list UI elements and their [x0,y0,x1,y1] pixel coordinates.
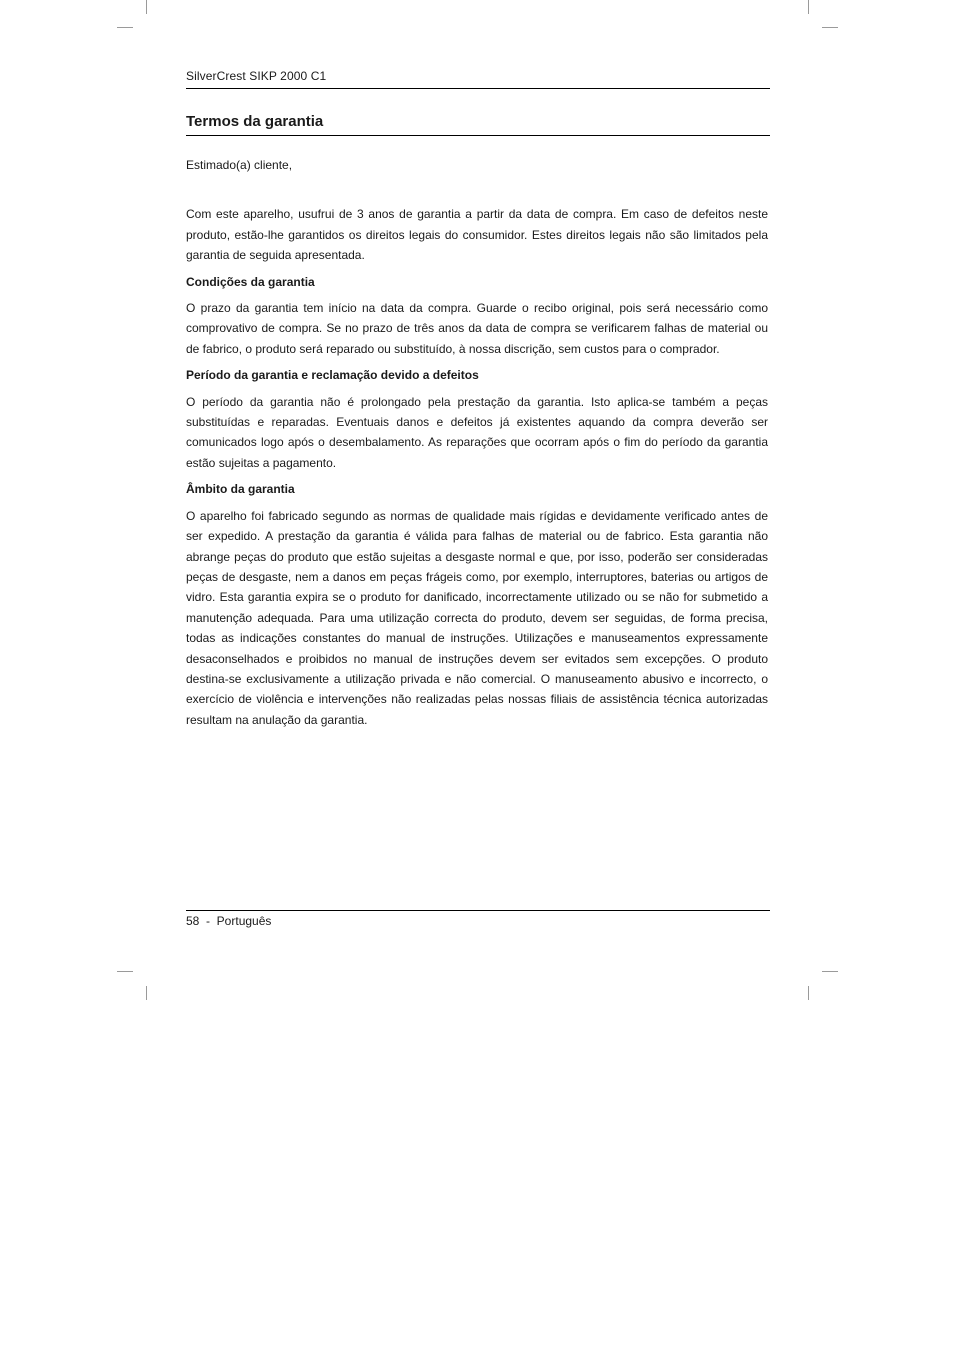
scope-heading: Âmbito da garantia [186,482,295,497]
scope-paragraph: O aparelho foi fabricado segundo as normas de qualidade mais rígidas e devidamente verificado antes de ser expedido. A prestação da garantia é válida para falhas de material ou de fabrico. Esta garantia não abrange peças do produto que estão sujeitas a desgaste normal e que, por isso, poderão ser consideradas peças de desgaste, nem a danos em peças frágeis como, por exemplo, interruptores, baterias ou artigos de vidro. Esta garantia expira se o produto for danificado, incorrectamente utilizado ou se não for submetido a manutenção adequada. Para uma utilização correcta do produto, devem ser seguidas, de forma precisa, todas as indicações constantes do manual de instruções. Utilizações e manuseamentos expressamente desaconselhados e proibidos no manual de instruções devem ser evitados sem excepções. O produto destina-se exclusivamente a utilização privada e não comercial. O manuseamento abusivo e incorrecto, o exercício de violência e intervenções não realizadas pelas nossas filiais de assistência técnica autorizadas resultam na anulação da garantia. [186,508,768,727]
conditions-heading: Condições da garantia [186,274,315,289]
warranty-content [186,155,768,730]
crop-mark-top-left-horizontal [117,27,133,28]
title-rule [186,135,770,136]
crop-mark-top-left-vertical [146,0,147,14]
salutation: Estimado(a) cliente, [186,158,293,172]
header-rule [186,88,770,89]
period-paragraph: O período da garantia não é prolongado pela prestação da garantia. Isto aplica-se também a peças substituídas e reparadas. Eventuais danos e defeitos já existentes aquando da compra deverão ser comunicados logo após o desembalamento. As reparações que ocorram após o fim do período da garantia estão sujeitas a pagamento. [186,394,768,470]
crop-mark-bottom-left-horizontal [117,971,133,972]
crop-mark-bottom-left-vertical [146,986,147,1000]
conditions-paragraph: O prazo da garantia tem início na data da compra. Guarde o recibo original, pois será necessário como comprovativo de compra. Se no prazo de três anos da data de compra se verificarem falhas de material ou de fabrico, o produto será reparado ou substituído, à nossa discrição, sem custos para o comprador. [186,301,768,356]
crop-mark-top-right-vertical [808,0,809,14]
intro-paragraph: Com este aparelho, usufrui de 3 anos de garantia a partir da data de compra. Em caso de defeitos neste produto, estão-lhe garantidos os direitos legais do consumidor. Estes direitos legais não são limitados pela garantia de seguida apresentada. [186,207,768,263]
crop-mark-bottom-right-horizontal [822,971,838,972]
page-footer: 58 - Português [186,914,272,928]
running-header: SilverCrest SIKP 2000 C1 [186,69,327,83]
section-title: Termos da garantia [186,113,324,130]
crop-mark-top-right-horizontal [822,27,838,28]
period-heading: Período da garantia e reclamação devido a defeitos [186,368,479,383]
footer-rule [186,910,770,911]
crop-mark-bottom-right-vertical [808,986,809,1000]
